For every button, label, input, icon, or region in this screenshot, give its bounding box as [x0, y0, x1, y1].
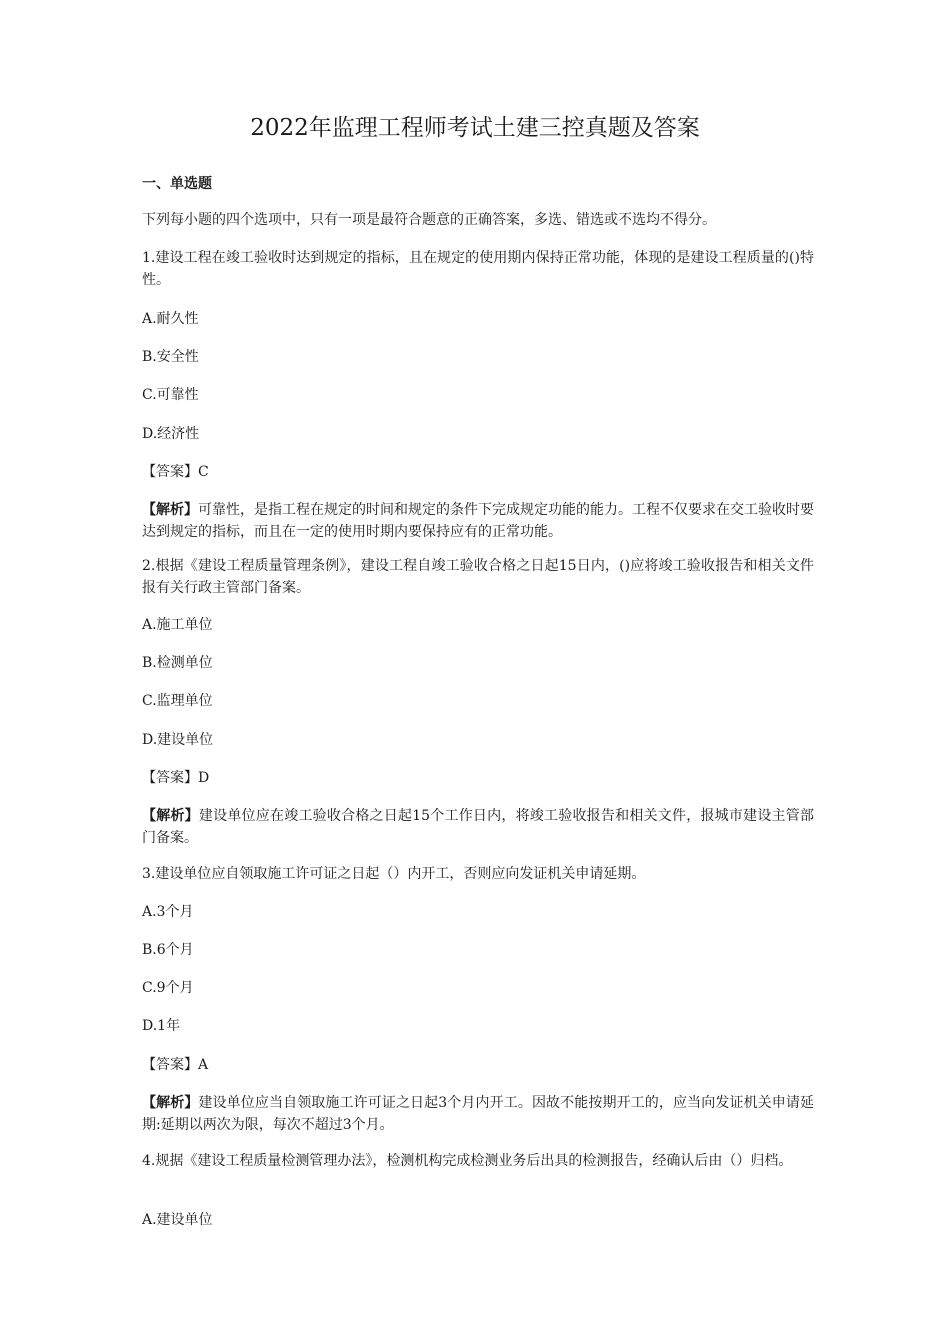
- answer-line: [142, 461, 814, 483]
- option: D.建设单位: [142, 732, 214, 748]
- option: A.施工单位: [142, 617, 213, 633]
- section-heading: 一、单选题: [142, 176, 212, 192]
- option: C.可靠性: [142, 387, 199, 403]
- answer-label: 【答案】: [142, 464, 198, 480]
- option: B.检测单位: [142, 655, 213, 671]
- option: D.1年: [142, 1018, 181, 1034]
- analysis-label: 【解析】: [142, 502, 198, 518]
- option: A.建设单位: [142, 1212, 213, 1228]
- question-stem: 1.建设工程在竣工验收时达到规定的指标，且在规定的使用期内保持正常功能，体现的是建设工程质量的()特性。: [142, 250, 814, 288]
- instructions-text: 下列每小题的四个选项中，只有一项是最符合题意的正确答案，多选、错选或不选均不得分。: [142, 212, 716, 228]
- answer-line: [142, 767, 814, 789]
- analysis: [142, 499, 814, 543]
- question-stem: 2.根据《建设工程质量管理条例》，建设工程自竣工验收合格之日起15日内，()应将竣工验收报告和相关文件报有关行政主管部门备案。: [142, 558, 814, 596]
- answer-value: A: [198, 1057, 209, 1073]
- option: A.耐久性: [142, 311, 199, 327]
- analysis-label: 【解析】: [142, 1095, 199, 1111]
- analysis: [142, 805, 814, 849]
- answer-label: 【答案】: [142, 770, 198, 786]
- option: C.9个月: [142, 980, 194, 996]
- answer-value: C: [198, 464, 209, 480]
- analysis-label: 【解析】: [142, 808, 199, 824]
- option: C.监理单位: [142, 693, 213, 709]
- option: D.经济性: [142, 426, 200, 442]
- question-stem: 3.建设单位应自领取施工许可证之日起（）内开工，否则应向发证机关申请延期。: [142, 866, 646, 882]
- option: B.6个月: [142, 942, 194, 958]
- answer-label: 【答案】: [142, 1057, 198, 1073]
- analysis: [142, 1092, 814, 1136]
- option: A.3个月: [142, 904, 194, 920]
- analysis-text: 建设单位应当自领取施工许可证之日起3个月内开工。因故不能按期开工的，应当向发证机关申请延期:延期以两次为限，每次不超过3个月。: [142, 1095, 815, 1133]
- page-title: 2022年监理工程师考试土建三控真题及答案: [250, 115, 700, 141]
- analysis-text: 可靠性，是指工程在规定的时间和规定的条件下完成规定功能的能力。工程不仅要求在交工验收时要达到规定的指标，而且在一定的使用时期内要保持应有的正常功能。: [142, 502, 814, 540]
- option: B.安全性: [142, 349, 199, 365]
- question-stem: 4.规据《建设工程质量检测管理办法》，检测机构完成检测业务后出具的检测报告，经确认后由（）归档。: [142, 1153, 793, 1169]
- answer-line: [142, 1054, 814, 1076]
- answer-value: D: [198, 770, 210, 786]
- analysis-text: 建设单位应在竣工验收合格之日起15个工作日内，将竣工验收报告和相关文件，报城市建设主管部门备案。: [142, 808, 815, 846]
